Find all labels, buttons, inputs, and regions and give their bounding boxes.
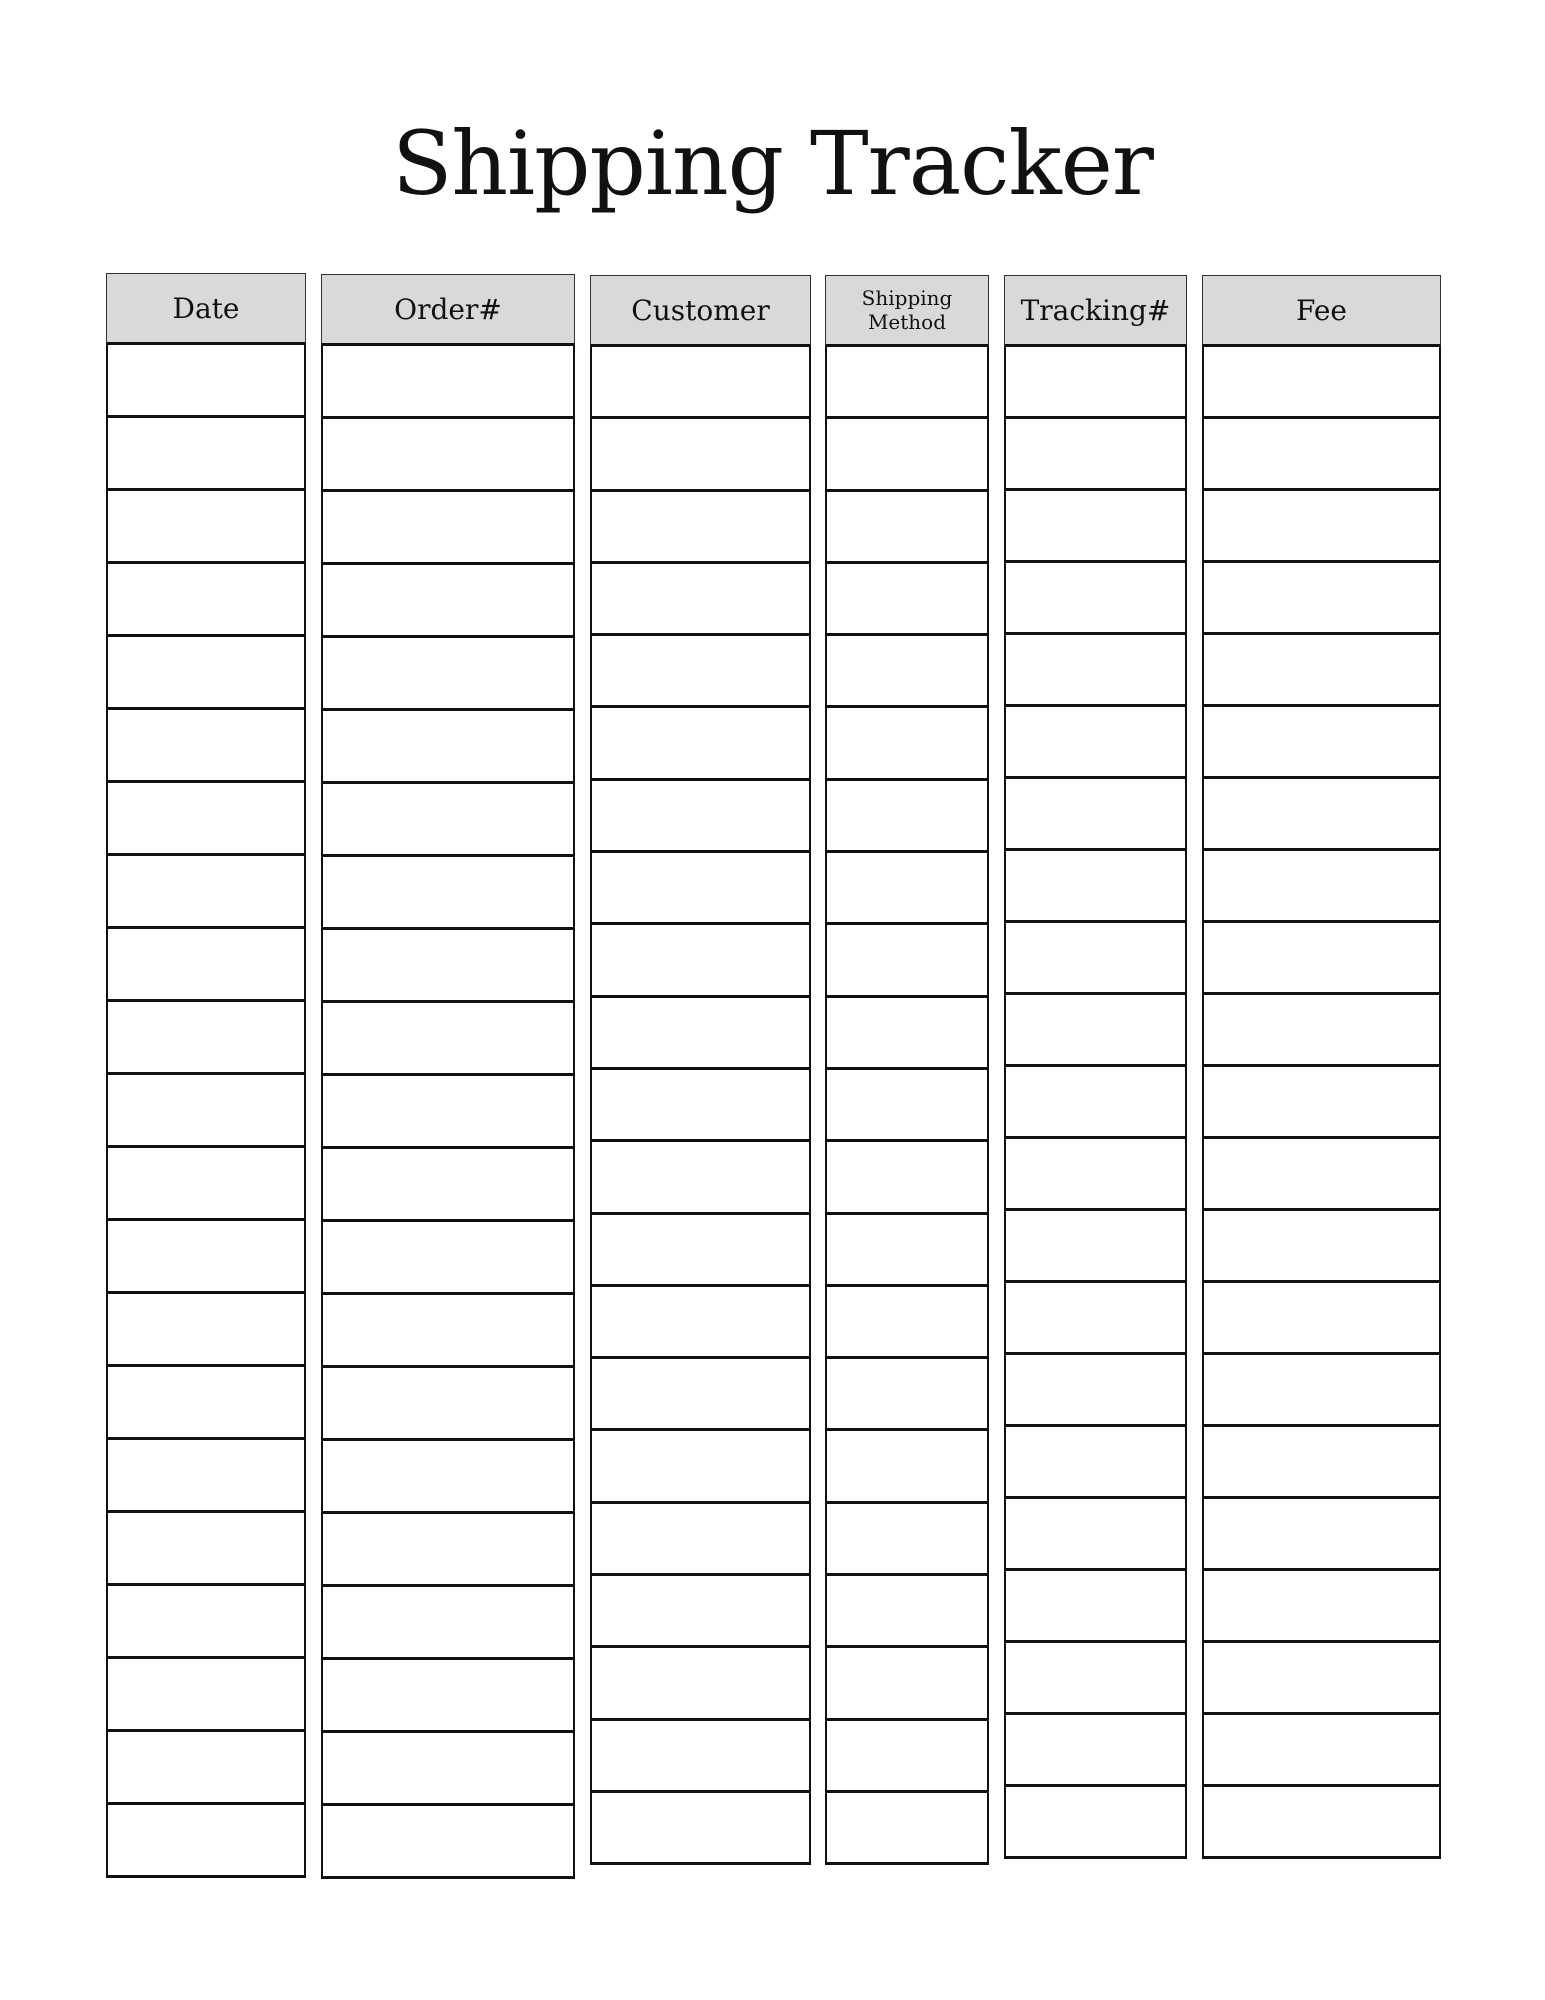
cell-fee[interactable] xyxy=(1202,563,1441,635)
cell-customer[interactable] xyxy=(590,853,811,925)
cell-tracking[interactable] xyxy=(1004,1643,1187,1715)
cell-order[interactable] xyxy=(321,1076,575,1149)
cell-shipping_method[interactable] xyxy=(825,492,989,564)
cell-fee[interactable] xyxy=(1202,347,1441,419)
cell-shipping_method[interactable] xyxy=(825,1504,989,1576)
cell-order[interactable] xyxy=(321,857,575,930)
cell-customer[interactable] xyxy=(590,998,811,1070)
cell-order[interactable] xyxy=(321,1368,575,1441)
column-date xyxy=(106,273,306,1878)
cell-date[interactable] xyxy=(106,1732,306,1805)
cell-fee[interactable] xyxy=(1202,707,1441,779)
cell-customer[interactable] xyxy=(590,1576,811,1648)
cell-fee[interactable] xyxy=(1202,635,1441,707)
cell-tracking[interactable] xyxy=(1004,1355,1187,1427)
cell-date[interactable] xyxy=(106,1659,306,1732)
cell-shipping_method[interactable] xyxy=(825,1721,989,1793)
cell-date[interactable] xyxy=(106,1513,306,1586)
cell-shipping_method[interactable] xyxy=(825,708,989,780)
cell-order[interactable] xyxy=(321,1441,575,1514)
cell-date[interactable] xyxy=(106,418,306,491)
cell-fee[interactable] xyxy=(1202,1211,1441,1283)
cell-order[interactable] xyxy=(321,565,575,638)
cell-fee[interactable] xyxy=(1202,1571,1441,1643)
cell-date[interactable] xyxy=(106,1002,306,1075)
cell-customer[interactable] xyxy=(590,636,811,708)
header-label: Date xyxy=(172,291,240,325)
cell-shipping_method[interactable] xyxy=(825,419,989,491)
cell-order[interactable] xyxy=(321,1660,575,1733)
cell-order[interactable] xyxy=(321,1587,575,1660)
cell-tracking[interactable] xyxy=(1004,491,1187,563)
cell-fee[interactable] xyxy=(1202,1427,1441,1499)
cell-tracking[interactable] xyxy=(1004,779,1187,851)
cell-shipping_method[interactable] xyxy=(825,781,989,853)
cell-date[interactable] xyxy=(106,345,306,418)
header-fee xyxy=(1202,275,1441,347)
cell-date[interactable] xyxy=(106,1294,306,1367)
cell-shipping_method[interactable] xyxy=(825,347,989,419)
cell-tracking[interactable] xyxy=(1004,1787,1187,1859)
cell-shipping_method[interactable] xyxy=(825,998,989,1070)
cell-order[interactable] xyxy=(321,638,575,711)
cell-shipping_method[interactable] xyxy=(825,925,989,997)
cell-tracking[interactable] xyxy=(1004,1571,1187,1643)
cell-date[interactable] xyxy=(106,1148,306,1221)
cell-tracking[interactable] xyxy=(1004,995,1187,1067)
cell-date[interactable] xyxy=(106,1367,306,1440)
cell-shipping_method[interactable] xyxy=(825,1287,989,1359)
header-customer xyxy=(590,275,811,347)
cell-shipping_method[interactable] xyxy=(825,1576,989,1648)
cell-fee[interactable] xyxy=(1202,1643,1441,1715)
cell-customer[interactable] xyxy=(590,1431,811,1503)
header-shipping_method xyxy=(825,275,989,347)
cell-customer[interactable] xyxy=(590,781,811,853)
cell-tracking[interactable] xyxy=(1004,1499,1187,1571)
header-label: Tracking# xyxy=(1020,293,1171,327)
cell-order[interactable] xyxy=(321,346,575,419)
cell-customer[interactable] xyxy=(590,564,811,636)
cell-customer[interactable] xyxy=(590,925,811,997)
cell-order[interactable] xyxy=(321,492,575,565)
header-label: Order# xyxy=(394,292,502,326)
cell-customer[interactable] xyxy=(590,347,811,419)
cell-shipping_method[interactable] xyxy=(825,1359,989,1431)
header-label: Fee xyxy=(1295,293,1348,327)
cell-date[interactable] xyxy=(106,710,306,783)
cell-fee[interactable] xyxy=(1202,1283,1441,1355)
cell-order[interactable] xyxy=(321,711,575,784)
cell-tracking[interactable] xyxy=(1004,923,1187,995)
cell-tracking[interactable] xyxy=(1004,635,1187,707)
cell-shipping_method[interactable] xyxy=(825,1142,989,1214)
cell-shipping_method[interactable] xyxy=(825,1070,989,1142)
cell-date[interactable] xyxy=(106,637,306,710)
cell-fee[interactable] xyxy=(1202,1139,1441,1211)
header-label: Shipping xyxy=(861,286,953,310)
cell-customer[interactable] xyxy=(590,1287,811,1359)
cell-customer[interactable] xyxy=(590,1504,811,1576)
header-date xyxy=(106,273,306,345)
column-fee xyxy=(1202,275,1441,1859)
cell-date[interactable] xyxy=(106,1805,306,1878)
cell-tracking[interactable] xyxy=(1004,1427,1187,1499)
cell-date[interactable] xyxy=(106,564,306,637)
cell-customer[interactable] xyxy=(590,419,811,491)
cell-fee[interactable] xyxy=(1202,779,1441,851)
cell-customer[interactable] xyxy=(590,1142,811,1214)
cell-date[interactable] xyxy=(106,491,306,564)
header-order xyxy=(321,274,575,346)
cell-tracking[interactable] xyxy=(1004,1067,1187,1139)
cell-tracking[interactable] xyxy=(1004,1283,1187,1355)
cell-fee[interactable] xyxy=(1202,1499,1441,1571)
column-tracking xyxy=(1004,275,1187,1859)
cell-order[interactable] xyxy=(321,1514,575,1587)
cell-customer[interactable] xyxy=(590,492,811,564)
cell-shipping_method[interactable] xyxy=(825,853,989,925)
cell-customer[interactable] xyxy=(590,708,811,780)
cell-order[interactable] xyxy=(321,1295,575,1368)
cell-date[interactable] xyxy=(106,929,306,1002)
cell-customer[interactable] xyxy=(590,1215,811,1287)
cell-shipping_method[interactable] xyxy=(825,636,989,708)
cell-tracking[interactable] xyxy=(1004,419,1187,491)
cell-shipping_method[interactable] xyxy=(825,1648,989,1720)
cell-customer[interactable] xyxy=(590,1648,811,1720)
cell-order[interactable] xyxy=(321,1806,575,1879)
cell-fee[interactable] xyxy=(1202,1067,1441,1139)
cell-order[interactable] xyxy=(321,1149,575,1222)
cell-order[interactable] xyxy=(321,1733,575,1806)
cell-fee[interactable] xyxy=(1202,995,1441,1067)
cell-order[interactable] xyxy=(321,930,575,1003)
cell-customer[interactable] xyxy=(590,1793,811,1865)
cell-order[interactable] xyxy=(321,1003,575,1076)
cell-fee[interactable] xyxy=(1202,419,1441,491)
cell-date[interactable] xyxy=(106,783,306,856)
page-title: Shipping Tracker xyxy=(392,112,1153,215)
header-label-line2: Method xyxy=(867,310,947,334)
column-shipping_method xyxy=(825,275,989,1865)
cell-tracking[interactable] xyxy=(1004,1139,1187,1211)
cell-date[interactable] xyxy=(106,1440,306,1513)
cell-tracking[interactable] xyxy=(1004,563,1187,635)
cell-date[interactable] xyxy=(106,856,306,929)
cell-fee[interactable] xyxy=(1202,851,1441,923)
cell-customer[interactable] xyxy=(590,1359,811,1431)
cell-shipping_method[interactable] xyxy=(825,564,989,636)
cell-tracking[interactable] xyxy=(1004,1211,1187,1283)
cell-date[interactable] xyxy=(106,1586,306,1659)
cell-fee[interactable] xyxy=(1202,1715,1441,1787)
cell-fee[interactable] xyxy=(1202,1355,1441,1427)
cell-tracking[interactable] xyxy=(1004,1715,1187,1787)
cell-shipping_method[interactable] xyxy=(825,1431,989,1503)
cell-shipping_method[interactable] xyxy=(825,1215,989,1287)
cell-date[interactable] xyxy=(106,1075,306,1148)
cell-customer[interactable] xyxy=(590,1721,811,1793)
cell-order[interactable] xyxy=(321,784,575,857)
column-customer xyxy=(590,275,811,1865)
cell-date[interactable] xyxy=(106,1221,306,1294)
cell-tracking[interactable] xyxy=(1004,707,1187,779)
cell-tracking[interactable] xyxy=(1004,347,1187,419)
header-tracking xyxy=(1004,275,1187,347)
cell-tracking[interactable] xyxy=(1004,851,1187,923)
cell-fee[interactable] xyxy=(1202,923,1441,995)
cell-fee[interactable] xyxy=(1202,491,1441,563)
column-order xyxy=(321,274,575,1879)
cell-order[interactable] xyxy=(321,419,575,492)
cell-fee[interactable] xyxy=(1202,1787,1441,1859)
cell-shipping_method[interactable] xyxy=(825,1793,989,1865)
cell-order[interactable] xyxy=(321,1222,575,1295)
cell-customer[interactable] xyxy=(590,1070,811,1142)
header-label: Customer xyxy=(631,293,770,327)
